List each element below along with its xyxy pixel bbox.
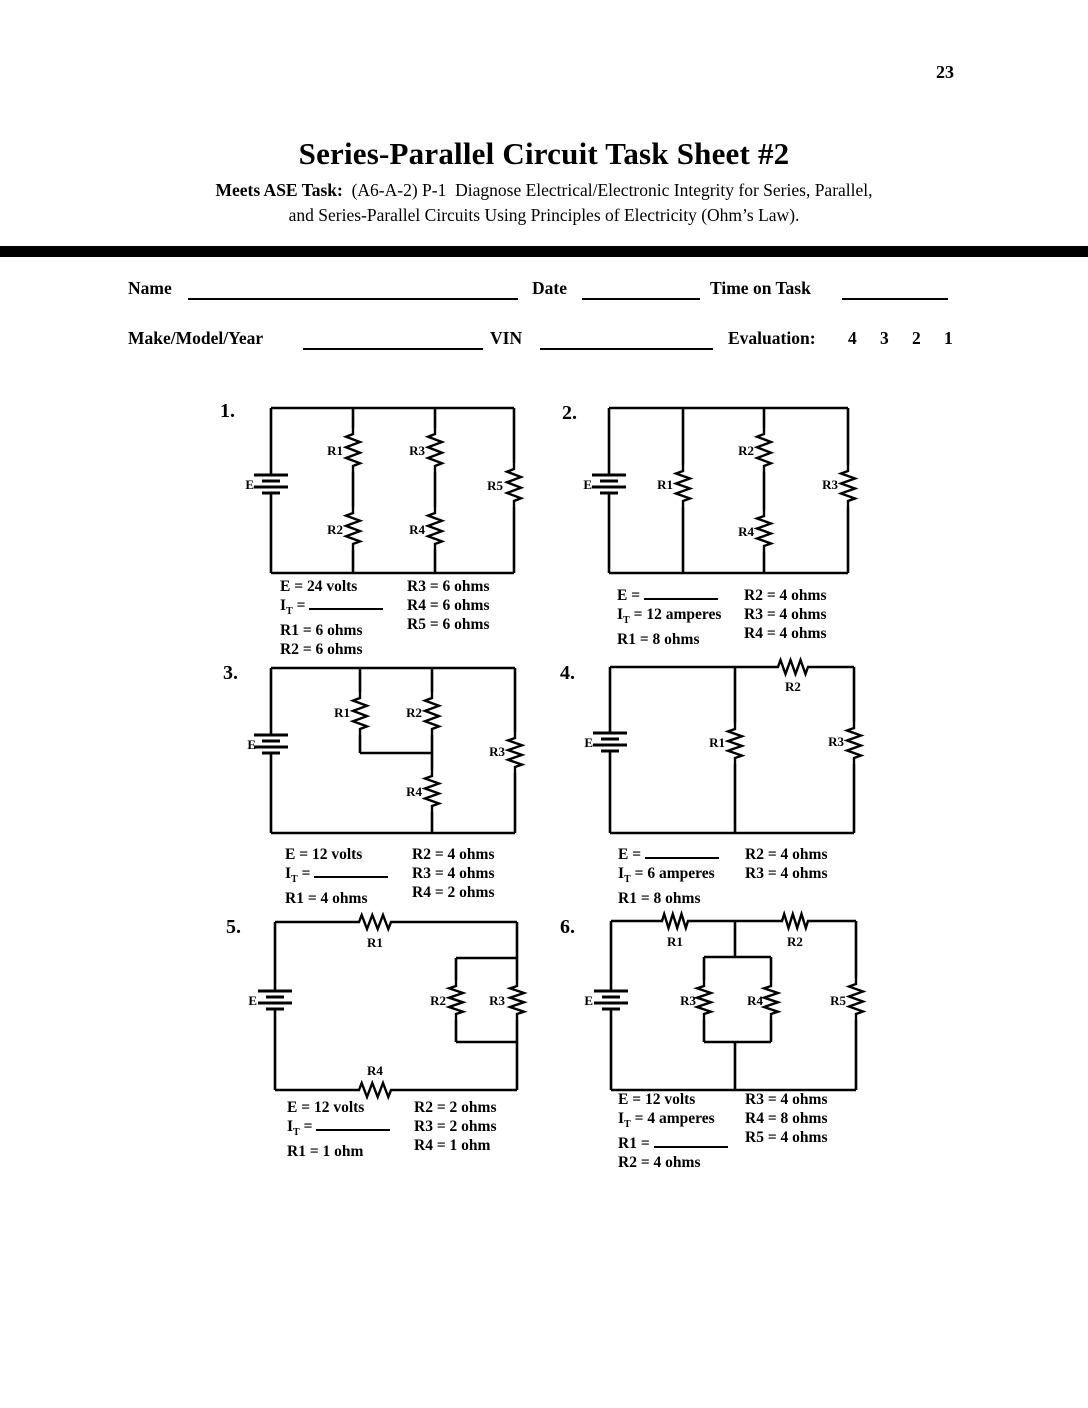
quantity-value: 6 ohms: [442, 616, 490, 633]
r1-label: R1: [657, 477, 673, 492]
time-on-task-field[interactable]: [842, 281, 948, 300]
given-line: $I_T$ =: [287, 1117, 414, 1142]
quantity-symbol: E: [285, 846, 296, 863]
resistor-r2: [449, 980, 463, 1020]
givens-right: [745, 1090, 872, 1172]
circuit-number: 4.: [560, 662, 575, 684]
resistor-r3: [510, 980, 524, 1020]
blank-answer-field[interactable]: [644, 587, 718, 600]
resistor-r3: [841, 465, 855, 507]
blank-answer-field[interactable]: [316, 1118, 390, 1131]
r3-label: R3: [409, 443, 425, 458]
circuit-wires: [275, 922, 517, 1090]
quantity-symbol: R1: [280, 622, 299, 640]
battery-icon: [258, 991, 292, 1009]
givens-right: [414, 1098, 541, 1161]
quantity-symbol: R4: [745, 1110, 764, 1127]
quantity-symbol: R4: [407, 597, 426, 614]
quantity-value: 12 volts: [644, 1091, 696, 1108]
resistor-r2: [425, 692, 439, 735]
quantity-symbol: R2: [744, 587, 763, 604]
given-line: R4 = 4 ohms: [744, 625, 827, 642]
circuit-5: [210, 905, 550, 1175]
ase-task-text: [343, 180, 352, 200]
resistor-r4: [764, 980, 778, 1020]
quantity-symbol: R4: [412, 884, 431, 901]
battery-icon: [592, 475, 626, 493]
r2-label: R2: [327, 522, 343, 537]
make-model-year-label: Make/Model/Year: [128, 328, 264, 348]
resistor-r2: [776, 914, 814, 928]
quantity-symbol: R3: [744, 606, 763, 623]
quantity-value: 2 ohms: [449, 1099, 497, 1116]
circuit-2-givens: [617, 586, 871, 649]
quantity-symbol: R3: [745, 1091, 764, 1108]
battery-icon: [254, 735, 288, 753]
givens-right: [745, 845, 872, 908]
quantity-value: 4 ohms: [447, 846, 495, 863]
circuit-5-givens: [287, 1098, 541, 1161]
circuit-1-givens: [280, 577, 534, 659]
given-line: R2 = 6 ohms: [280, 641, 363, 659]
given-line: E =: [618, 845, 745, 864]
quantity-value: 4 ohms: [780, 1129, 828, 1146]
resistor-r5: [849, 978, 863, 1020]
ase-task-rest: (A6-A-2) P-1 Diagnose Electrical/Electronic Integrity for Series, Parallel,: [351, 180, 873, 200]
quantity-symbol: $I_T$: [618, 865, 631, 886]
circuit-number: 2.: [562, 402, 577, 424]
battery-icon: [594, 991, 628, 1009]
given-line: R3 = 4 ohms: [744, 606, 827, 623]
quantity-value: 4 ohms: [780, 846, 828, 863]
r3-label: R3: [828, 734, 844, 749]
given-line: R2 = 4 ohms: [618, 1154, 701, 1172]
given-line: R2 = 2 ohms: [414, 1099, 497, 1116]
given-line: R3 = 2 ohms: [414, 1118, 497, 1135]
circuit-number: 6.: [560, 916, 575, 938]
given-line: $I_T$ =: [285, 864, 412, 889]
given-line: R2 = 4 ohms: [412, 846, 495, 863]
quantity-symbol: E: [617, 587, 628, 604]
given-line: R5 = 4 ohms: [745, 1129, 828, 1146]
quantity-symbol: E: [280, 578, 291, 595]
circuit-wires: [609, 408, 848, 573]
quantity-value: 6 ohms: [442, 578, 490, 595]
circuit-6-givens: [618, 1090, 872, 1172]
givens-left: [280, 577, 407, 659]
given-line: R4 = 1 ohm: [414, 1137, 491, 1154]
circuit-wires: [611, 921, 856, 1090]
quantity-value: 12 amperes: [646, 606, 722, 623]
resistor-r4: [353, 1083, 397, 1097]
given-line: $I_T$ =: [280, 596, 407, 621]
circuit-4-diagram: [550, 650, 890, 850]
circuit-6-diagram: [550, 905, 890, 1105]
given-line: R1 = 8 ohms: [618, 890, 701, 908]
given-line: R4 = 2 ohms: [412, 884, 495, 901]
givens-right: [407, 577, 534, 659]
eval-score: 2: [912, 328, 921, 348]
quantity-value: 4 ohms: [780, 865, 828, 882]
given-line: R3 = 6 ohms: [407, 578, 490, 595]
r4-label: R4: [738, 524, 754, 539]
date-field[interactable]: [582, 281, 700, 300]
quantity-value: 12 volts: [313, 1099, 365, 1116]
resistor-r3: [508, 732, 522, 773]
circuit-3-givens: [285, 845, 539, 908]
r4-label: R4: [367, 1063, 383, 1078]
r1-label: R1: [367, 935, 383, 950]
vin-label: VIN: [490, 328, 523, 348]
ase-task-label: Meets ASE Task:: [215, 180, 343, 200]
quantity-value: 4 ohms: [320, 890, 368, 908]
quantity-symbol: R3: [412, 865, 431, 882]
circuit-wires: [271, 668, 515, 833]
blank-answer-field[interactable]: [654, 1135, 728, 1148]
circuit-number: 5.: [226, 916, 241, 938]
quantity-symbol: R2: [414, 1099, 433, 1116]
evaluation-label: Evaluation:: [728, 328, 816, 348]
resistor-r4: [428, 507, 442, 550]
given-line: R1 =: [618, 1134, 745, 1153]
resistor-r3: [697, 980, 711, 1020]
eval-score: 3: [880, 328, 889, 348]
given-line: R2 = 4 ohms: [744, 587, 827, 604]
quantity-symbol: $I_T$: [618, 1110, 631, 1131]
resistor-r4: [425, 770, 439, 812]
given-line: R5 = 6 ohms: [407, 616, 490, 633]
r4-label: R4: [409, 522, 425, 537]
givens-left: [617, 586, 744, 649]
given-line: R4 = 6 ohms: [407, 597, 490, 614]
name-label: Name: [128, 278, 172, 298]
resistor-r1: [728, 723, 742, 764]
r1-label: R1: [327, 443, 343, 458]
vin-field[interactable]: [540, 331, 713, 350]
given-line: E = 12 volts: [285, 846, 363, 863]
quantity-symbol: $I_T$: [287, 1118, 300, 1139]
r1-label: R1: [709, 735, 725, 750]
ase-task-line2: and Series-Parallel Circuits Using Principles of Electricity (Ohm’s Law).: [288, 205, 800, 225]
resistor-r4: [757, 510, 771, 552]
circuit-4-givens: [618, 845, 872, 908]
quantity-value: 8 ohms: [652, 631, 700, 649]
circuit-wires: [271, 408, 514, 573]
circuit-4: [550, 650, 890, 920]
make-model-year-field[interactable]: [303, 331, 483, 350]
r5-label: R5: [487, 478, 503, 493]
quantity-symbol: R1: [618, 890, 637, 908]
quantity-value: 8 ohms: [780, 1110, 828, 1127]
r4-label: R4: [747, 993, 763, 1008]
quantity-value: 2 ohms: [449, 1118, 497, 1135]
quantity-symbol: R4: [744, 625, 763, 642]
quantity-value: 4 ohms: [653, 1154, 701, 1172]
battery-label: E: [245, 477, 254, 492]
resistor-r5: [507, 463, 521, 507]
circuit-5-diagram: [210, 905, 550, 1105]
circuit-1: [210, 395, 550, 665]
circuit-2: [550, 395, 890, 665]
resistor-r3: [847, 722, 861, 764]
quantity-symbol: R1: [618, 1135, 637, 1153]
quantity-value: 6 ohms: [315, 622, 363, 640]
r2-label: R2: [738, 443, 754, 458]
given-line: E = 12 volts: [618, 1091, 696, 1108]
quantity-value: 4 ohms: [779, 625, 827, 642]
resistor-r2: [772, 660, 814, 674]
evaluation-scores: [848, 328, 976, 349]
quantity-symbol: R3: [407, 578, 426, 595]
given-line: R1 = 4 ohms: [285, 890, 368, 908]
given-line: $I_T = 4$ amperes: [618, 1110, 715, 1131]
quantity-symbol: E: [287, 1099, 298, 1116]
quantity-value: 6 amperes: [647, 865, 715, 882]
quantity-symbol: $I_T$: [617, 606, 630, 627]
given-line: E =: [617, 586, 744, 605]
quantity-symbol: R5: [407, 616, 426, 633]
resistor-r1: [353, 692, 367, 735]
circuit-3-diagram: [210, 655, 550, 855]
given-line: R1 = 6 ohms: [280, 622, 363, 640]
r3-label: R3: [680, 993, 696, 1008]
givens-left: [285, 845, 412, 908]
r3-label: R3: [822, 477, 838, 492]
r1-label: R1: [667, 934, 683, 949]
given-line: R1 = 8 ohms: [617, 631, 700, 649]
given-line: $I_T = 12$ amperes: [617, 606, 722, 627]
blank-answer-field[interactable]: [309, 597, 383, 610]
battery-label: E: [583, 477, 592, 492]
resistor-r1: [353, 915, 397, 929]
header-divider: [0, 246, 1088, 257]
r3-label: R3: [489, 993, 505, 1008]
resistor-r3: [428, 428, 442, 472]
circuit-6: [550, 905, 890, 1175]
given-line: R2 = 4 ohms: [745, 846, 828, 863]
time-on-task-label: Time on Task: [710, 278, 811, 298]
battery-icon: [593, 733, 627, 751]
quantity-value: 6 ohms: [315, 641, 363, 659]
quantity-symbol: E: [618, 846, 629, 863]
given-line: E = 12 volts: [287, 1099, 365, 1116]
quantity-value: 4 ohms: [779, 587, 827, 604]
resistor-r2: [346, 507, 360, 550]
r3-label: R3: [489, 744, 505, 759]
r1-label: R1: [334, 705, 350, 720]
given-line: R3 = 4 ohms: [745, 1091, 828, 1108]
ase-task-line: [0, 180, 1088, 201]
date-label: Date: [532, 278, 567, 298]
page-number: 23: [936, 62, 954, 82]
page-title: Series-Parallel Circuit Task Sheet #2: [298, 136, 790, 171]
battery-label: E: [584, 735, 593, 750]
quantity-symbol: $I_T$: [285, 865, 298, 886]
givens-right: [412, 845, 539, 908]
quantity-symbol: $I_T$: [280, 597, 293, 618]
r4-label: R4: [406, 784, 422, 799]
quantity-symbol: R1: [617, 631, 636, 649]
quantity-symbol: R3: [414, 1118, 433, 1135]
quantity-symbol: R4: [414, 1137, 433, 1154]
quantity-symbol: R2: [412, 846, 431, 863]
resistor-r1: [656, 914, 694, 928]
given-line: $I_T = 6$ amperes: [618, 865, 715, 886]
quantity-value: 4 ohms: [780, 1091, 828, 1108]
quantity-symbol: R2: [745, 846, 764, 863]
quantity-value: 4 ohms: [779, 606, 827, 623]
given-line: R4 = 8 ohms: [745, 1110, 828, 1127]
given-line: R3 = 4 ohms: [412, 865, 495, 882]
quantity-symbol: R2: [280, 641, 299, 659]
circuit-3: [210, 655, 550, 925]
circuit-number: 1.: [220, 400, 235, 422]
quantity-value: 1 ohm: [322, 1143, 364, 1161]
given-line: R1 = 1 ohm: [287, 1143, 364, 1161]
quantity-symbol: R3: [745, 865, 764, 882]
givens-left: [287, 1098, 414, 1161]
eval-score: 1: [944, 328, 953, 348]
r2-label: R2: [406, 705, 422, 720]
r2-label: R2: [785, 679, 801, 694]
circuit-1-diagram: [210, 395, 550, 595]
quantity-symbol: E: [618, 1091, 629, 1108]
givens-right: [744, 586, 871, 649]
circuit-2-diagram: [550, 395, 890, 595]
quantity-value: 4 amperes: [647, 1110, 715, 1127]
quantity-value: 6 ohms: [442, 597, 490, 614]
circuit-number: 3.: [223, 662, 238, 684]
quantity-value: 4 ohms: [447, 865, 495, 882]
given-line: E = 24 volts: [280, 578, 358, 595]
battery-label: E: [248, 993, 257, 1008]
resistor-r1: [676, 465, 690, 507]
resistor-r2: [757, 428, 771, 472]
blank-answer-field[interactable]: [645, 846, 719, 859]
givens-left: [618, 1090, 745, 1172]
quantity-value: 2 ohms: [447, 884, 495, 901]
r2-label: R2: [430, 993, 446, 1008]
quantity-value: 24 volts: [306, 578, 358, 595]
resistor-r1: [346, 428, 360, 472]
r5-label: R5: [830, 993, 846, 1008]
r2-label: R2: [787, 934, 803, 949]
quantity-symbol: R1: [287, 1143, 306, 1161]
eval-score: 4: [848, 328, 857, 348]
given-line: R3 = 4 ohms: [745, 865, 828, 882]
givens-left: [618, 845, 745, 908]
quantity-value: 8 ohms: [653, 890, 701, 908]
quantity-value: 12 volts: [311, 846, 363, 863]
quantity-symbol: R1: [285, 890, 304, 908]
quantity-value: 1 ohm: [449, 1137, 491, 1154]
battery-icon: [254, 475, 288, 493]
battery-label: E: [584, 993, 593, 1008]
blank-answer-field[interactable]: [314, 865, 388, 878]
quantity-symbol: R2: [618, 1154, 637, 1172]
quantity-symbol: R5: [745, 1129, 764, 1146]
name-field[interactable]: [188, 281, 518, 300]
battery-label: E: [247, 737, 256, 752]
